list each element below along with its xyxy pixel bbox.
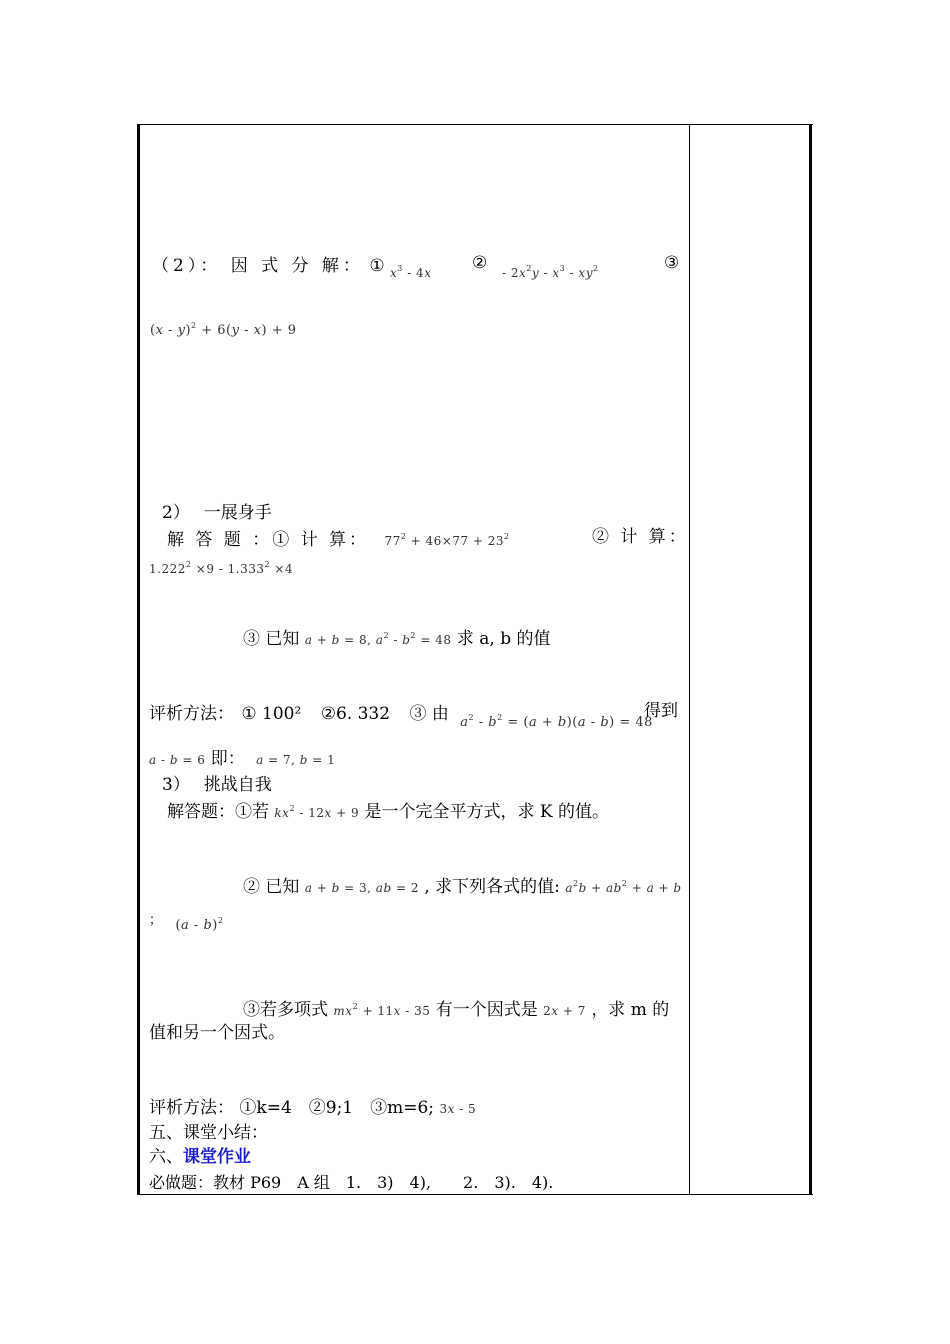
show-title: 2） 一展身手 [162,503,272,523]
show-review-label: 评析方法： [149,704,234,724]
challenge-q2-expr2: $a^2b + ab^2 + a + b$ [565,879,682,895]
factorization-line [152,252,682,278]
right-border [809,124,812,1195]
challenge-q3-expr2: 2x + 7 [543,1004,586,1018]
challenge-title: 3） 挑战自我 [162,775,272,795]
challenge-q2-prefix: ② 已知 [243,877,300,897]
left-border [137,124,140,1195]
show-review-3: ③ 由 [409,704,449,724]
show-q2-label: ② 计 算： [592,527,689,547]
challenge-q3-suffix: ，求 m 的 [591,1000,670,1020]
show-review-line [149,700,684,730]
challenge-q2-expr3: (a - b)2 [175,916,224,933]
expr-1: x3 - 4x [390,264,432,280]
show-q3-prefix: ③ 已知 [243,629,300,649]
challenge-q3-mid: 有一个因式是 [435,1000,538,1020]
show-q1-line [167,526,689,552]
show-q2-expr: $1.222^2 \times 9 - 1.333^2 \times 4$ [149,560,294,576]
summary-label: 五、课堂小结： [149,1123,268,1143]
challenge-q1-expr: $kx^2 - 12x + 9$ [274,804,360,820]
show-q1-expr: $77^2 + 46\times 77 + 23^2$ [384,532,510,548]
challenge-q2-suffix: , 求下列各式的值: [424,877,560,897]
expr-3: (x - y)$^2$ + 6(y - x) + 9 [150,321,297,338]
show-q3-line [243,625,551,651]
challenge-q1-prefix: 解答题：①若 [167,802,269,822]
challenge-q1-line [167,798,609,824]
challenge-q2-line [243,873,682,899]
show-review-2: ②6. 332 [320,704,391,724]
show-review-expr: a2 - b2 = (a + b)(a - b) = 48 [460,713,653,730]
factorization-label: （2）： 因 式 分 解： [152,256,364,276]
challenge-q3-line [243,996,669,1022]
challenge-q2-semicolon: ； [149,913,163,928]
circle-3: ③ [664,253,680,273]
show-q1-label: 解 答 题 ：① 计 算： [167,530,370,550]
column-divider [689,124,690,1195]
homework-prefix: 六、 [149,1147,183,1167]
challenge-review-text: ①k=4 ②9;1 ③m=6; [239,1098,435,1118]
challenge-q3-prefix: ③若多项式 [243,1000,328,1020]
challenge-review-label: 评析方法： [149,1098,234,1118]
challenge-q1-suffix: 是一个完全平方式，求 K 的值。 [364,802,610,822]
show-review-1: ① 100² [241,704,302,724]
circle-1: ① [369,256,385,276]
homework-heading [149,1146,251,1168]
homework-required: 必做题：教材 P69 A 组 1. 3) 4), 2. 3). 4). [149,1173,554,1192]
show-review-line2 [149,748,335,771]
circle-2: ② [472,253,488,273]
show-review-expr-ab: a - b = 6 [149,753,206,767]
show-q3-suffix: 求 a, b 的值 [456,629,551,649]
challenge-review-expr: 3x - 5 [439,1102,477,1116]
show-q3-expr: a + b = 8, $a^2 - b^2 = 48$ [304,631,452,647]
show-review-expr-result: a = 7, b = 1 [256,753,336,767]
expr-2: - $2x^2y - x^3 - xy^2$ [502,264,599,280]
top-border [138,124,813,125]
bottom-border [138,1194,813,1195]
challenge-q3-line2: 值和另一个因式。 [149,1023,285,1043]
challenge-q3-expr: $mx^2 + 11x - 35$ [333,1002,431,1018]
challenge-q2-line2 [149,905,223,932]
challenge-review-line [149,1097,476,1120]
show-review-mid: 即： [210,749,245,769]
challenge-q2-expr: a + b = 3, ab = 2 [304,881,419,895]
homework-title: 课堂作业 [183,1147,251,1167]
show-review-get: 得到 [644,701,678,721]
